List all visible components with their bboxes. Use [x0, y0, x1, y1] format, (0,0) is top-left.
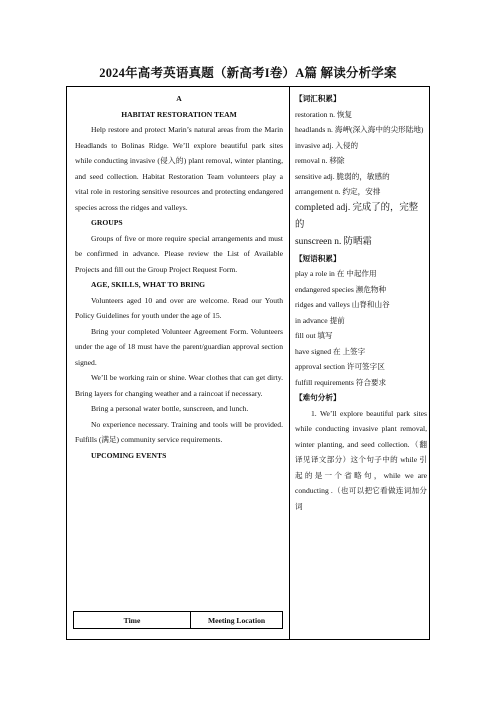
vocab-item: restoration n. 恢复: [295, 109, 353, 119]
events-heading: UPCOMING EVENTS: [91, 450, 167, 460]
vocab-item: sensitive adj. 脆弱的，敏感的: [295, 171, 390, 181]
vocab-item: headlands n. 海岬(深入海中的尖形陆地): [295, 125, 424, 134]
age-heading: AGE, SKILLS, WHAT TO BRING: [91, 280, 206, 289]
content-table: [66, 86, 430, 640]
vocab-item: arrangement n. 约定，安排: [295, 187, 381, 196]
page-title: 2024年高考英语真题（新高考I卷）A篇 解读分析学案: [99, 66, 397, 80]
events-col-location: Meeting Location: [191, 612, 283, 629]
phrase-item: play a role in 在 中起作用: [295, 269, 377, 278]
phrase-item: ridges and valleys 山脊和山谷: [295, 300, 390, 309]
passage-column: [75, 91, 283, 463]
notes-column: [295, 91, 427, 514]
difficult-heading: 【难句分析】: [295, 393, 341, 402]
vocab-heading: 【词汇积累】: [295, 94, 341, 103]
age-text-2: Bring your completed Volunteer Agreement Form. Volunteers under the age of 18 must have the parent/guardian approval section signed.: [75, 326, 283, 367]
vocab-item: sunscreen n. 防晒霜: [295, 236, 372, 247]
phrase-item: in advance 提前: [295, 315, 345, 325]
groups-text: Groups of five or more require special arrangements and must be confirmed in advance. Please review the List of Available Projects and fill out the Group Project Request Form.: [75, 233, 283, 274]
events-header-row: [74, 612, 283, 629]
age-text-4: Bring a personal water bottle, sunscreen, and lunch.: [91, 404, 249, 413]
vocab-item: removal n. 移除: [295, 156, 345, 165]
age-text-3: We’ll be working rain or shine. Wear clothes that can get dirty. Bring layers for changing weather and a raincoat if necessary.: [75, 373, 283, 398]
difficult-text: 1. We’ll explore beautiful park sites while conducting invasive plant removal, winter planting, and seed collection.（翻译见译文部分）这个句子中的 while 引起的是一个省略句，while we are conducting .（也可以把它看做连词加分词: [295, 408, 427, 511]
column-divider: [289, 87, 290, 639]
phrases-heading: 【短语积累】: [295, 253, 341, 263]
age-text-5: No experience necessary. Training and tools will be provided. Fulfills (满足) community service requirements.: [75, 419, 283, 444]
phrase-item: fill out 填写: [295, 331, 333, 340]
groups-heading: GROUPS: [91, 218, 123, 227]
vocab-item: completed adj. 完成了的，完整的: [295, 202, 419, 230]
passage-label: A: [176, 94, 182, 103]
vocab-item: invasive adj. 入侵的: [295, 140, 359, 150]
phrase-item: approval section 许可签字区: [295, 362, 385, 371]
passage-intro: Help restore and protect Marin’s natural areas from the Marin Headlands to Bolinas Ridge. We’ll explore beautiful park sites while conducting invasive (侵入的) plant removal, winter planting, and seed collection. Habitat Restoration Team volunteers play a vital role in restoring sensitive resources and protecting endangered species across the ridges and valleys.: [75, 125, 283, 212]
passage-heading: HABITAT RESTORATION TEAM: [121, 109, 237, 119]
phrase-item: endangered species 濒危物种: [295, 284, 387, 294]
events-table: [73, 611, 283, 629]
phrase-item: have signed 在 上签字: [295, 346, 366, 356]
phrase-item: fulfill requirements 符合要求: [295, 377, 387, 387]
age-text-1: Volunteers aged 10 and over are welcome. Read our Youth Policy Guidelines for youth under the age of 15.: [75, 295, 283, 320]
events-col-time: Time: [74, 612, 191, 629]
